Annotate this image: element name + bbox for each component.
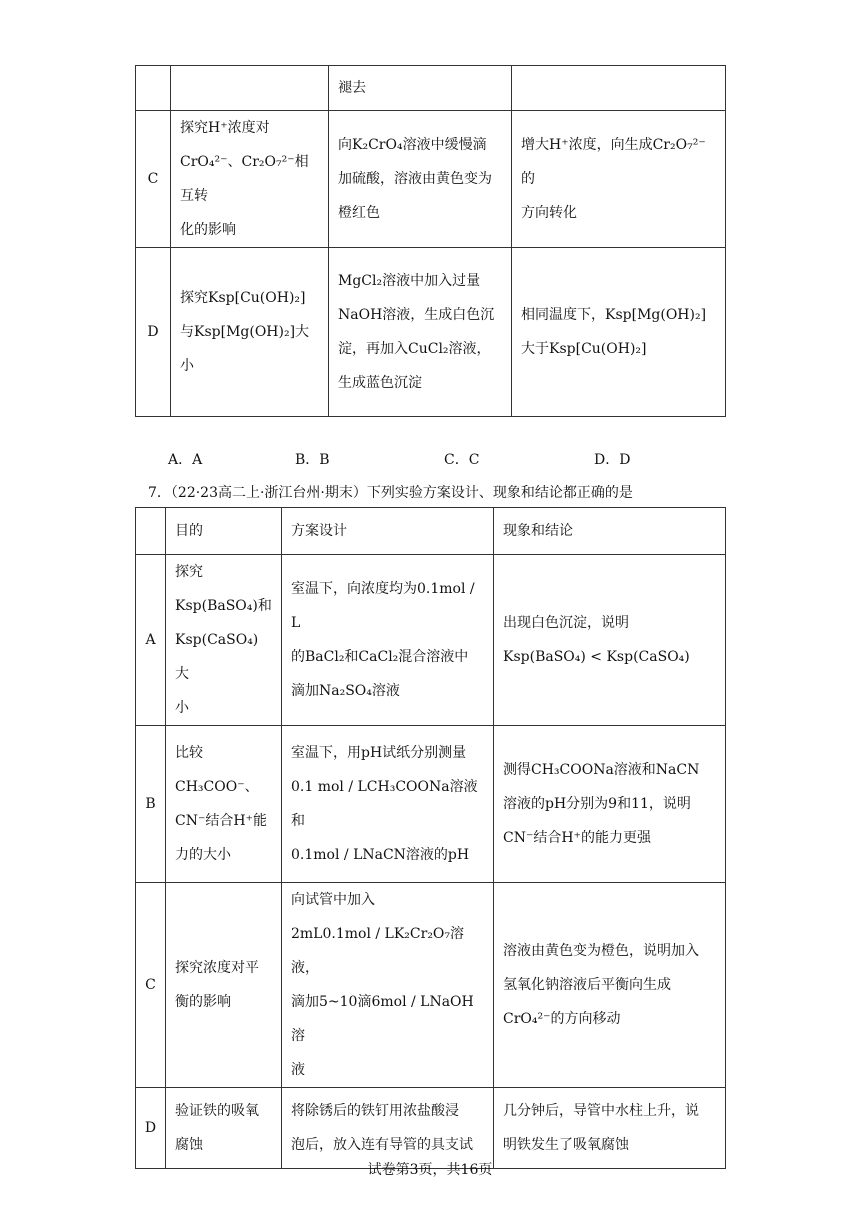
- cell-line: 淀，再加入CuCl₂溶液，: [338, 341, 491, 357]
- conclusion-cell: [512, 248, 726, 417]
- conclusion-cell: [494, 1088, 726, 1169]
- option-b[interactable]: B．B: [295, 452, 330, 468]
- cell-line: 橙红色: [338, 205, 380, 221]
- conclusion-cell: [512, 66, 726, 111]
- page-footer: 试卷第3页，共16页: [367, 1162, 493, 1178]
- conclusion-cell: [494, 555, 726, 726]
- purpose-cell: [171, 111, 329, 248]
- row-key: D: [136, 1088, 166, 1169]
- purpose-cell: [166, 883, 282, 1088]
- cell-line: 相同温度下，Ksp[Mg(OH)₂]: [521, 307, 707, 323]
- cell-line: 腐蚀: [175, 1137, 203, 1153]
- row-key: A: [136, 555, 166, 726]
- row-key: C: [136, 111, 171, 248]
- cell-line: 氢氧化钠溶液后平衡向生成: [503, 977, 671, 993]
- cell-line: Ksp(BaSO₄) < Ksp(CaSO₄): [503, 649, 690, 665]
- cell-line: 探究Ksp[Cu(OH)₂]: [180, 290, 306, 306]
- cell-line: 几分钟后，导管中水柱上升，说: [503, 1103, 699, 1119]
- cell-line: CH₃COO⁻、: [175, 779, 259, 795]
- cell-line: 出现白色沉淀，说明: [503, 615, 629, 631]
- table-row: [136, 111, 726, 248]
- table-header-row: [136, 508, 726, 555]
- question7-stem: 7．（22·23高二上·浙江台州·期末）下列实验方案设计、现象和结论都正确的是: [148, 485, 633, 501]
- row-key: B: [136, 726, 166, 883]
- table-row: [136, 66, 726, 111]
- cell-line: 衡的影响: [175, 994, 231, 1010]
- cell-line: 明铁发生了吸氧腐蚀: [503, 1137, 629, 1153]
- header-method: 方案设计: [282, 508, 494, 555]
- cell-line: 探究H⁺浓度对: [180, 120, 270, 136]
- option-d[interactable]: D．D: [594, 452, 631, 468]
- purpose-cell: [166, 726, 282, 883]
- method-cell: [282, 726, 494, 883]
- question7-table: [135, 507, 726, 1169]
- purpose-cell: [166, 1088, 282, 1169]
- cell-line: MgCl₂溶液中加入过量: [338, 273, 481, 289]
- cell-line: 0.1mol / LNaCN溶液的pH: [291, 847, 470, 863]
- cell-line: 验证铁的吸氧: [175, 1103, 259, 1119]
- cell-line: 力的大小: [175, 847, 231, 863]
- row-key: [136, 66, 171, 111]
- table-row: [136, 726, 726, 883]
- cell-line: 方向转化: [521, 205, 577, 221]
- header-conclusion: 现象和结论: [494, 508, 726, 555]
- method-cell: 褪去: [329, 66, 512, 111]
- cell-line: 0.1 mol / LCH₃COONa溶液和: [291, 779, 478, 829]
- cell-line: 室温下，向浓度均为0.1mol / L: [291, 581, 475, 631]
- option-c[interactable]: C．C: [444, 452, 480, 468]
- header-key: [136, 508, 166, 555]
- cell-line: 与Ksp[Mg(OH)₂]大: [180, 324, 310, 340]
- header-purpose: 目的: [166, 508, 282, 555]
- cell-line: 小: [180, 358, 194, 374]
- table-row: [136, 1088, 726, 1169]
- cell-line: CN⁻结合H⁺的能力更强: [503, 830, 651, 846]
- cell-line: 探究浓度对平: [175, 960, 259, 976]
- cell-line: 化的影响: [180, 222, 236, 238]
- cell-line: NaOH溶液，生成白色沉: [338, 307, 495, 323]
- cell-line: 溶液由黄色变为橙色，说明加入: [503, 943, 699, 959]
- method-cell: [329, 248, 512, 417]
- purpose-cell: [171, 248, 329, 417]
- table-row: [136, 883, 726, 1088]
- method-cell: [282, 555, 494, 726]
- cell-line: 泡后，放入连有导管的具支试: [291, 1137, 473, 1153]
- row-key: D: [136, 248, 171, 417]
- cell-line: 探究: [175, 564, 203, 580]
- conclusion-cell: [494, 726, 726, 883]
- method-cell: [282, 1088, 494, 1169]
- cell-line: 大于Ksp[Cu(OH)₂]: [521, 341, 647, 357]
- table-row: [136, 555, 726, 726]
- cell-line: 室温下，用pH试纸分别测量: [291, 745, 467, 761]
- cell-line: 加硫酸，溶液由黄色变为: [338, 171, 492, 187]
- cell-line: CrO₄²⁻、Cr₂O₇²⁻相互转: [180, 154, 309, 204]
- cell-line: 溶液的pH分别为9和11，说明: [503, 796, 691, 812]
- cell-line: CrO₄²⁻的方向移动: [503, 1011, 621, 1027]
- cell-line: 将除锈后的铁钉用浓盐酸浸: [291, 1103, 459, 1119]
- conclusion-cell: [494, 883, 726, 1088]
- cell-line: Ksp(BaSO₄)和: [175, 598, 272, 614]
- cell-line: Ksp(CaSO₄)大: [175, 632, 259, 682]
- conclusion-cell: [512, 111, 726, 248]
- method-cell: [282, 883, 494, 1088]
- cell-line: CN⁻结合H⁺能: [175, 813, 267, 829]
- purpose-cell: [171, 66, 329, 111]
- cell-line: 小: [175, 700, 189, 716]
- cell-line: 2mL0.1mol / LK₂Cr₂O₇溶液，: [291, 926, 465, 976]
- method-cell: [329, 111, 512, 248]
- cell-line: 滴加5~10滴6mol / LNaOH溶: [291, 994, 474, 1044]
- purpose-cell: [166, 555, 282, 726]
- cell-line: 液: [291, 1062, 305, 1078]
- cell-line: 向K₂CrO₄溶液中缓慢滴: [338, 137, 487, 153]
- cell-line: 生成蓝色沉淀: [338, 375, 422, 391]
- row-key: C: [136, 883, 166, 1088]
- table-row: [136, 248, 726, 417]
- option-a[interactable]: A．A: [168, 452, 203, 468]
- cell-line: 比较: [175, 745, 203, 761]
- cell-line: 的BaCl₂和CaCl₂混合溶液中: [291, 649, 469, 665]
- cell-line: 向试管中加入: [291, 892, 375, 908]
- cell-line: 滴加Na₂SO₄溶液: [291, 683, 400, 699]
- cell-line: 测得CH₃COONa溶液和NaCN: [503, 762, 700, 778]
- question6-table: [135, 65, 726, 417]
- cell-line: 增大H⁺浓度，向生成Cr₂O₇²⁻的: [521, 137, 706, 187]
